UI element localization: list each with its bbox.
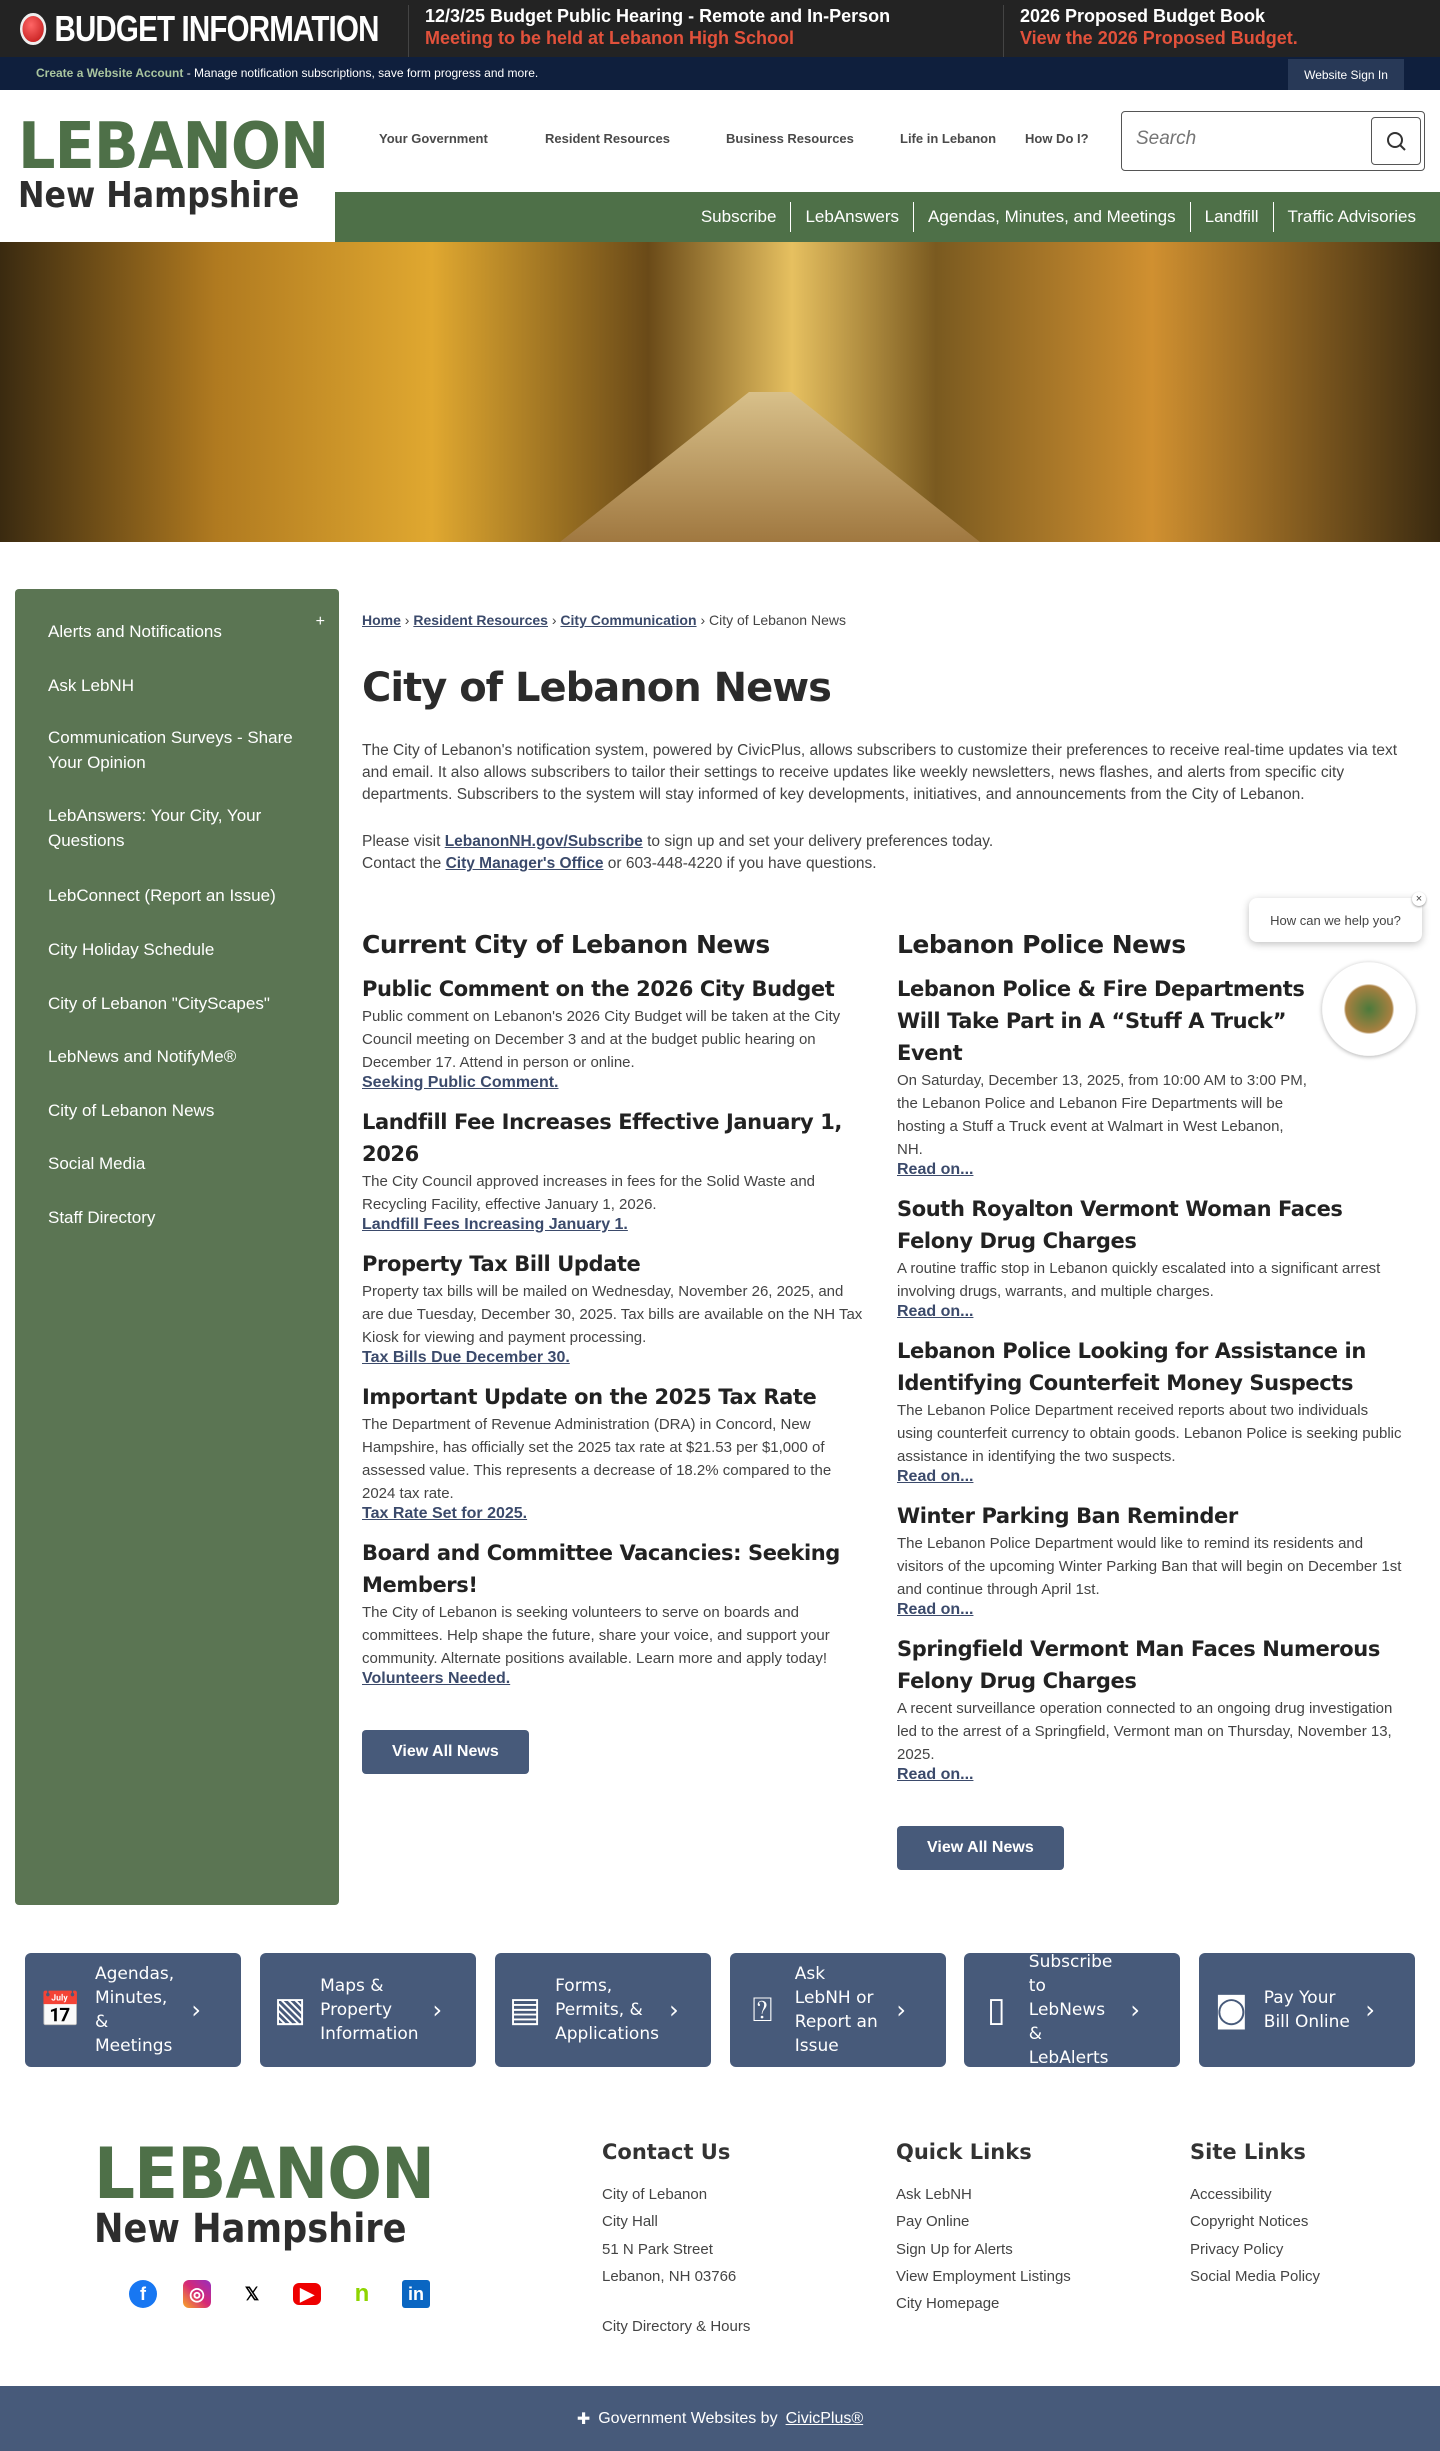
quick-nav-lebanswers[interactable]: LebAnswers [790,202,913,232]
contact-line: City Hall [602,2213,658,2230]
city-news-section [362,930,868,1774]
nav-resident-resources[interactable]: Resident Resources [545,131,670,146]
credit-text: Government Websites by [598,2409,778,2427]
footer-quick-heading: Quick Links [896,2140,1032,2164]
contact-line: City of Lebanon [602,2186,708,2203]
site-logo[interactable] [18,110,355,216]
sidebar-item-ask-lebnh[interactable]: Ask LebNH [48,676,134,695]
search-input[interactable] [1136,128,1356,150]
news-link[interactable]: Volunteers Needed. [362,1670,511,1687]
nav-your-government[interactable]: Your Government [379,131,488,146]
instagram-icon[interactable]: ◎ [183,2280,211,2308]
chevron-right-icon: › [896,1996,906,2024]
news-item [362,1106,868,1234]
news-link[interactable]: Read on... [897,1601,974,1618]
calendar-icon: 📅 [39,1990,82,2030]
civicplus-link[interactable]: CivicPlus® [785,2409,864,2427]
hero-image [0,242,1440,542]
news-item [362,1537,868,1688]
chat-prompt[interactable] [1249,893,1423,942]
news-link[interactable]: Read on... [897,1161,974,1178]
tile-label: Subscribe to LebNews & LebAlerts [1028,1952,1113,2068]
alert-bar [0,0,1440,57]
alert-item-title: 12/3/25 Budget Public Hearing - Remote and In-Person [425,6,891,26]
tile-label: Agendas, Minutes, & Meetings [95,1964,175,2056]
breadcrumb [362,612,846,628]
footer-link[interactable]: Social Media Policy [1190,2268,1321,2285]
create-account-link[interactable]: Create a Website Account [36,66,184,80]
x-icon[interactable]: 𝕏 [244,2283,260,2304]
sidebar-item-alerts[interactable]: Alerts and Notifications [48,622,222,641]
phone-icon: ▯ [987,1990,1006,2030]
news-link[interactable]: Landfill Fees Increasing January 1. [362,1216,628,1233]
news-body: Public comment on Lebanon's 2026 City Budget will be taken at the City Council meeting on December 3 and at the budget public hearing on December 17. Attend in person or online. [362,1008,841,1071]
breadcrumb-sep: › [551,612,557,628]
map-icon: ▧ [274,1990,307,2030]
logo-line2: New Hampshire [94,2206,407,2252]
logo-line1: LEBANON [18,110,329,184]
logo-line1: LEBANON [94,2133,435,2215]
news-body: Property tax bills will be mailed on Wednesday, November 26, 2025, and are due Tuesday, December 30, 2025. Tax bills are available on the NH Tax Kiosk for viewing and payment processing. [362,1283,863,1346]
close-icon[interactable]: × [1412,892,1426,906]
contact-line: Lebanon, NH 03766 [602,2268,737,2285]
footer-link[interactable]: Sign Up for Alerts [896,2241,1013,2258]
subscribe-link[interactable]: LebanonNH.gov/Subscribe [444,833,643,850]
logo-line2: New Hampshire [18,175,300,216]
news-item [362,973,868,1092]
alert-bar-title: BUDGET INFORMATION [54,8,379,49]
alert-item[interactable] [408,5,890,57]
footer-link[interactable]: Pay Online [896,2213,970,2230]
footer-link[interactable]: Accessibility [1190,2186,1272,2203]
breadcrumb-communication[interactable]: City Communication [560,612,697,628]
sidebar-item-city-news[interactable]: City of Lebanon News [48,1101,215,1120]
view-all-news-button[interactable]: View All News [362,1730,529,1774]
breadcrumb-sep: › [404,612,410,628]
chevron-right-icon: › [191,1996,201,2024]
footer-link[interactable]: Ask LebNH [896,2186,972,2203]
news-title[interactable]: Board and Committee Vacancies: Seeking Members! [362,1541,840,1597]
civicplus-icon: ✚ [576,2410,591,2428]
footer-contact-heading: Contact Us [602,2140,731,2164]
visit-text: Please visit [362,833,445,850]
intro-text: The City of Lebanon's notification system, powered by CivicPlus, allows subscribers to customize their preferences to receive real-time updates via text and email. It also allows subscribers to tailor their settings to receive updates like weekly newsletters, news flashes, and alerts from specific city departments. Subscribers to the system will stay informed of key developments, initiatives, and announcements from the City of Lebanon. [362,742,1398,803]
news-body: The City Council approved increases in fees for the Solid Waste and Recycling Facility, effective January 1, 2026. [362,1173,816,1213]
sign-in-button[interactable]: Website Sign In [1288,59,1404,90]
document-icon: ▤ [509,1990,542,2030]
news-title[interactable]: Winter Parking Ban Reminder [897,1504,1238,1528]
nav-business-resources[interactable]: Business Resources [726,131,854,146]
tile-ask[interactable] [730,1953,946,2067]
sidebar-item-holiday[interactable]: City Holiday Schedule [48,940,215,959]
news-link[interactable]: Tax Bills Due December 30. [362,1349,570,1366]
question-bubble-icon: ⍰ [752,1990,773,2030]
quick-nav-subscribe[interactable]: Subscribe [700,207,777,226]
tile-agendas[interactable] [25,1953,241,2067]
section-heading: Current City of Lebanon News [362,930,770,959]
news-body: The City of Lebanon is seeking volunteers to serve on boards and committees. Help shape the future, share your voice, and support your community. Alternate positions available. Learn more and apply today! [362,1604,830,1667]
sidebar-item-lebanswers[interactable]: LebAnswers: Your City, Your Questions [48,806,262,850]
contact-line: 51 N Park Street [602,2241,713,2258]
footer-link[interactable]: Privacy Policy [1190,2241,1284,2258]
money-icon: ◙ [1214,1990,1248,2030]
breadcrumb-current: City of Lebanon News [709,612,846,628]
footer-link[interactable]: City Homepage [896,2295,1000,2312]
breadcrumb-home[interactable]: Home [362,612,401,628]
sidebar [15,589,339,1905]
news-link[interactable]: Tax Rate Set for 2025. [362,1505,528,1522]
footer-link[interactable]: View Employment Listings [896,2268,1071,2285]
news-body: A routine traffic stop in Lebanon quickly escalated into a significant arrest involving drugs, warrants, and multiple charges. [897,1260,1381,1300]
quick-nav-landfill[interactable]: Landfill [1190,202,1273,232]
chevron-right-icon: › [1365,1996,1375,2024]
news-body: The Lebanon Police Department would like to remind its residents and visitors of the upcoming Winter Parking Ban that will begin on December 1st and continue through April 1st. [897,1535,1402,1598]
tile-maps[interactable] [260,1953,476,2067]
chat-prompt-text: How can we help you? [1270,912,1401,928]
city-directory-link[interactable]: City Directory & Hours [602,2318,751,2335]
news-item [897,1335,1407,1486]
search-icon [1385,130,1407,152]
sidebar-item-cityscapes[interactable]: City of Lebanon "CityScapes" [48,994,270,1013]
tile-forms[interactable] [495,1953,711,2067]
alert-item-link[interactable]: View the 2026 Proposed Budget. [1020,28,1298,48]
contact-text: Contact the [362,855,446,872]
chevron-right-icon: › [432,1996,443,2024]
view-all-police-news-button[interactable]: View All News [897,1826,1064,1870]
facebook-icon[interactable]: f [129,2280,157,2308]
news-link[interactable]: Read on... [897,1303,974,1320]
news-body: The Department of Revenue Administration (DRA) in Concord, New Hampshire, has officially set the 2025 tax rate at $21.53 per $1,000 of assessed value. This represents a decrease of 18.2% compared to the 2024 tax rate. [362,1416,832,1502]
news-body: A recent surveillance operation connected to an ongoing drug investigation led to the arrest of a Springfield, Vermont man on Thursday, November 13, 2025. [897,1700,1393,1763]
news-title[interactable]: Lebanon Police Looking for Assistance in Identifying Counterfeit Money Suspects [897,1339,1366,1395]
sidebar-item-staff[interactable]: Staff Directory [48,1208,156,1227]
hero-path [560,392,980,542]
section-heading: Lebanon Police News [897,930,1186,959]
news-body: On Saturday, December 13, 2025, from 10:00 AM to 3:00 PM, the Lebanon Police and Lebanon Fire Departments will be hosting a Stuff a Truck event at Walmart in West Lebanon, NH. [897,1072,1307,1158]
account-bar-text: - Manage notification subscriptions, save form progress and more. [183,66,539,80]
tile-label: Pay Your Bill Online [1263,1988,1350,2032]
news-item [897,1500,1407,1619]
quick-nav-bar [335,192,1440,242]
alert-item[interactable] [1003,5,1298,57]
sidebar-item-social[interactable]: Social Media [48,1154,146,1173]
news-title[interactable]: Property Tax Bill Update [362,1252,641,1276]
footer-credit-bar [0,2386,1440,2451]
news-body: The Lebanon Police Department received reports about two individuals using counterfeit currency to obtain goods. Lebanon Police is seeking public assistance in identifying the two suspects. [897,1402,1402,1465]
nav-life-in-lebanon[interactable]: Life in Lebanon [900,131,997,146]
news-title[interactable]: Lebanon Police & Fire Departments Will Take Part in A “Stuff A Truck” Event [897,977,1305,1065]
account-bar [0,57,1440,90]
page-title: City of Lebanon News [362,665,831,711]
news-title[interactable]: Important Update on the 2025 Tax Rate [362,1385,817,1409]
quick-nav-agendas[interactable]: Agendas, Minutes, and Meetings [913,202,1190,232]
footer-site-heading: Site Links [1190,2140,1306,2164]
alert-dot-icon [20,13,46,45]
quick-nav-traffic[interactable]: Traffic Advisories [1273,202,1431,232]
news-link[interactable]: Read on... [897,1766,974,1783]
breadcrumb-sep: › [700,612,706,628]
news-item [362,1248,868,1367]
news-link[interactable]: Read on... [897,1468,974,1485]
nav-how-do-i[interactable]: How Do I? [1025,131,1089,146]
tile-label: Ask LebNH or Report an Issue [794,1964,878,2056]
chevron-right-icon: › [1130,1996,1140,2024]
chat-seal-button[interactable] [1322,962,1416,1056]
linkedin-icon[interactable]: in [402,2280,430,2308]
budget-info-banner[interactable] [20,8,379,50]
police-news-section [897,930,1407,1870]
footer-link[interactable]: Copyright Notices [1190,2213,1309,2230]
sidebar-item-lebnews[interactable]: LebNews and NotifyMe® [48,1047,237,1066]
tile-label: Forms, Permits, & Applications [555,1976,659,2044]
news-title[interactable]: Springfield Vermont Man Faces Numerous Felony Drug Charges [897,1637,1380,1693]
tile-pay[interactable] [1199,1953,1415,2067]
chevron-right-icon: › [669,1996,679,2024]
news-title[interactable]: Public Comment on the 2026 City Budget [362,977,835,1001]
youtube-icon[interactable]: ▶ [293,2283,321,2305]
footer-logo[interactable] [94,2133,464,2252]
tile-label: Maps & Property Information [320,1976,419,2044]
search-button[interactable] [1371,117,1421,165]
visit-text: to sign up and set your delivery preferences today. [642,833,994,850]
sidebar-item-lebconnect[interactable]: LebConnect (Report an Issue) [48,886,276,905]
contact-text: or 603-448-4220 if you have questions. [603,855,877,872]
nextdoor-icon[interactable]: n [354,2280,370,2307]
tile-subscribe[interactable] [964,1953,1180,2067]
news-title[interactable]: Landfill Fee Increases Effective January 1, 2026 [362,1110,842,1166]
city-manager-link[interactable]: City Manager's Office [445,855,604,872]
news-title[interactable]: South Royalton Vermont Woman Faces Felony Drug Charges [897,1197,1343,1253]
sidebar-item-surveys[interactable]: Communication Surveys - Share Your Opinion [48,728,293,772]
alert-item-title: 2026 Proposed Budget Book [1020,6,1266,26]
search-box [1121,111,1425,171]
news-item [897,1193,1407,1321]
news-item [897,1633,1407,1784]
expand-icon[interactable]: + [315,613,325,630]
alert-item-link[interactable]: Meeting to be held at Lebanon High School [425,28,794,48]
news-item [362,1381,868,1523]
news-link[interactable]: Seeking Public Comment. [362,1074,559,1091]
breadcrumb-resident[interactable]: Resident Resources [413,612,548,628]
